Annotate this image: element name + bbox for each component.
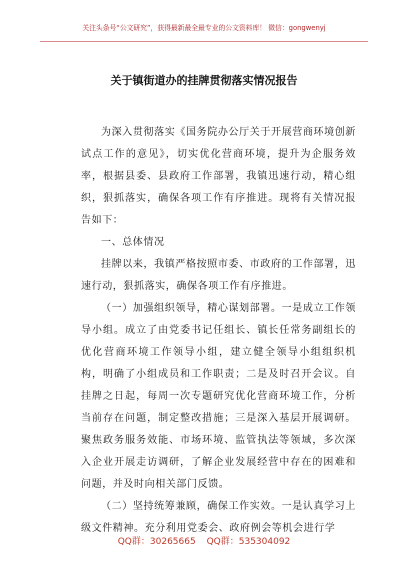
- footer-qq-group-1: QQ群：30265665: [117, 537, 196, 547]
- paragraph-coordination: （二）坚持统筹兼顾，确保工作实效。一是认真学习上级文件精神。充分利用党委会、政府例会等机会进行学: [81, 501, 356, 534]
- paragraph-organization: （一）加强组织领导，精心谋划部署。一是成立工作领导小组。成立了由党委书记任组长、镇长任常务副组长的优化营商环境工作领导小组，建立健全领导小组组织机构，明确了小组成员和工作职责；二是及时召开会议。自挂牌之日起，每周一次专题研究优化营商环境工作，分析当前存在问题，制定整改措施；三是深入基层开展调研。聚焦政务服务效能、市场环境、监管执法等领域，多次深入企业开展走访调研，了解企业发展经营中存在的困难和问题，并及时向相关部门反馈。: [81, 303, 356, 490]
- footer-qq-groups: [40, 534, 368, 547]
- header-promo-note: 关注头条号“公文研究”，获得最新最全最专业的公文资料库！ 微信：gongwenyj: [82, 24, 326, 32]
- footer-qq-group-2: QQ群：535304092: [206, 537, 291, 547]
- document-body: [81, 122, 356, 540]
- paragraph-overview: 挂牌以来，我镇严格按照市委、市政府的工作部署，迅速行动，狠抓落实，确保各项工作有序推进。: [81, 259, 356, 292]
- document-title: 关于镇街道办的挂牌贯彻落实情况报告: [110, 74, 298, 87]
- paragraph-intro: 为深入贯彻落实《国务院办公厅关于开展营商环境创新试点工作的意见》，切实优化营商环境，提升为企服务效率，根据县委、县政府工作部署，我镇迅速行动，精心组织，狠抓落实，确保各项工作有序推进。现将有关情况报告如下：: [81, 127, 356, 226]
- section-heading-overview: 一、总体情况: [101, 237, 165, 248]
- header-divider: [40, 41, 368, 42]
